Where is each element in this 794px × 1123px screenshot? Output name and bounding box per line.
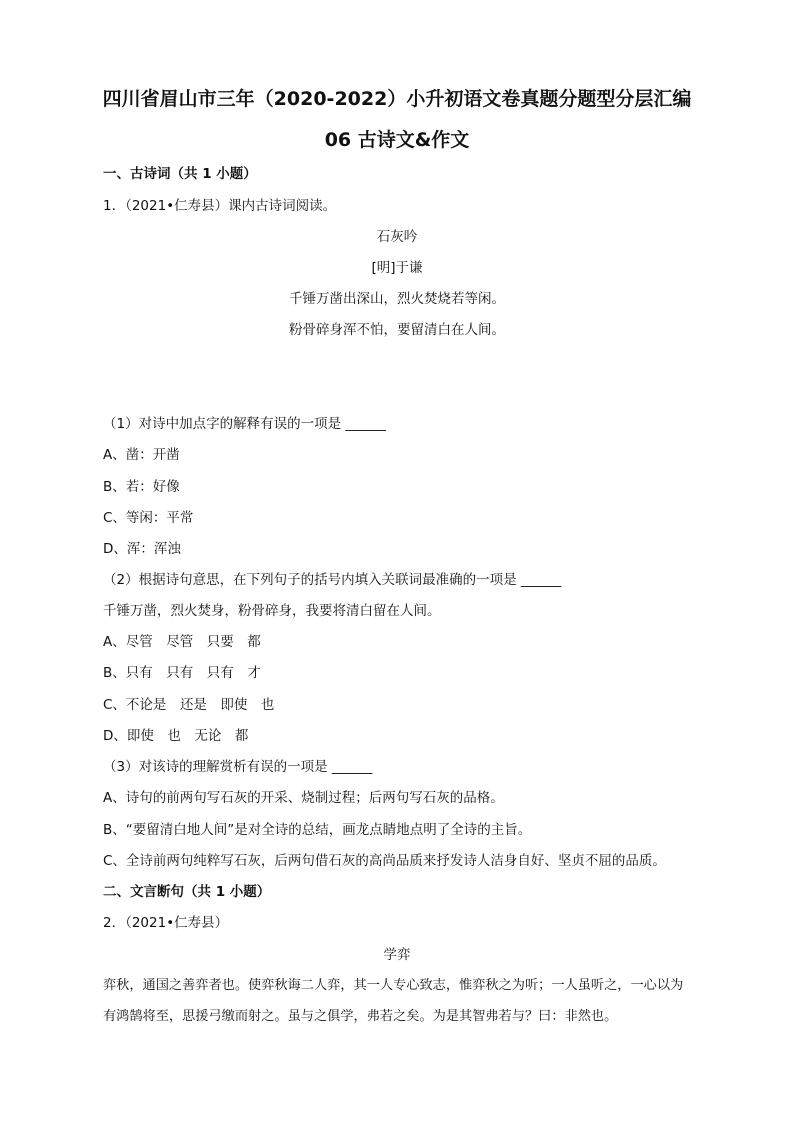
sub1-option-a: A、凿：开凿 xyxy=(103,447,180,463)
document-title: 四川省眉山市三年（2020-2022）小升初语文卷真题分题型分层汇编 xyxy=(102,88,692,110)
poem-line-2: 粉骨碎身浑不怕，要留清白在人间。 xyxy=(289,322,505,338)
sub1-option-c: C、等闲：平常 xyxy=(103,510,194,526)
section-heading-classical: 二、文言断句（共 1 小题） xyxy=(103,884,271,900)
sub2-option-a: A、尽管 尽管 只要 都 xyxy=(103,634,261,650)
poem-title: 石灰吟 xyxy=(376,229,418,245)
sub3-option-b: B、“要留清白地人间”是对全诗的总结，画龙点睛地点明了全诗的主旨。 xyxy=(103,822,532,838)
document-subtitle: 06 古诗文&作文 xyxy=(324,129,470,151)
sub2-option-b: B、只有 只有 只有 才 xyxy=(103,665,261,681)
question-1-intro: 1．（2021•仁寿县）课内古诗词阅读。 xyxy=(103,198,337,214)
sub3-option-a: A、诗句的前两句写石灰的开采、烧制过程；后两句写石灰的品格。 xyxy=(103,790,504,806)
sub2-sentence: 千锤万凿，烈火焚身，粉骨碎身，我要将清白留在人间。 xyxy=(103,603,441,619)
sub1-option-b: B、若：好像 xyxy=(103,479,180,495)
passage-line-1: 弈秋，通国之善弈者也。使弈秋诲二人弈，其一人专心致志，惟弈秋之为听；一人虽听之，一心以为 xyxy=(103,978,684,993)
sub3-option-c: C、全诗前两句纯粹写石灰，后两句借石灰的高尚品质来抒发诗人洁身自好、坚贞不屈的品质。 xyxy=(103,853,666,869)
section-heading-poetry: 一、古诗词（共 1 小题） xyxy=(103,166,257,182)
poem-line-1: 千锤万凿出深山，烈火焚烧若等闲。 xyxy=(289,291,505,307)
sub-question-2: （2）根据诗句意思，在下列句子的括号内填入关联词最准确的一项是 ______ xyxy=(103,572,562,588)
passage-title: 学弈 xyxy=(383,947,411,963)
sub2-option-c: C、不论是 还是 即使 也 xyxy=(103,697,275,713)
sub2-option-d: D、即使 也 无论 都 xyxy=(103,728,249,744)
poem-author: [明]于谦 xyxy=(371,260,423,276)
sub-question-3: （3）对该诗的理解赏析有误的一项是 ______ xyxy=(103,759,373,775)
question-2-intro: 2．（2021•仁寿县） xyxy=(103,915,229,931)
sub-question-1: （1）对诗中加点字的解释有误的一项是 ______ xyxy=(103,416,386,432)
sub1-option-d: D、浑：浑浊 xyxy=(103,541,181,557)
passage-line-2: 有鸿鹄将至，思援弓缴而射之。虽与之俱学，弗若之矣。为是其智弗若与？曰：非然也。 xyxy=(103,1009,618,1024)
